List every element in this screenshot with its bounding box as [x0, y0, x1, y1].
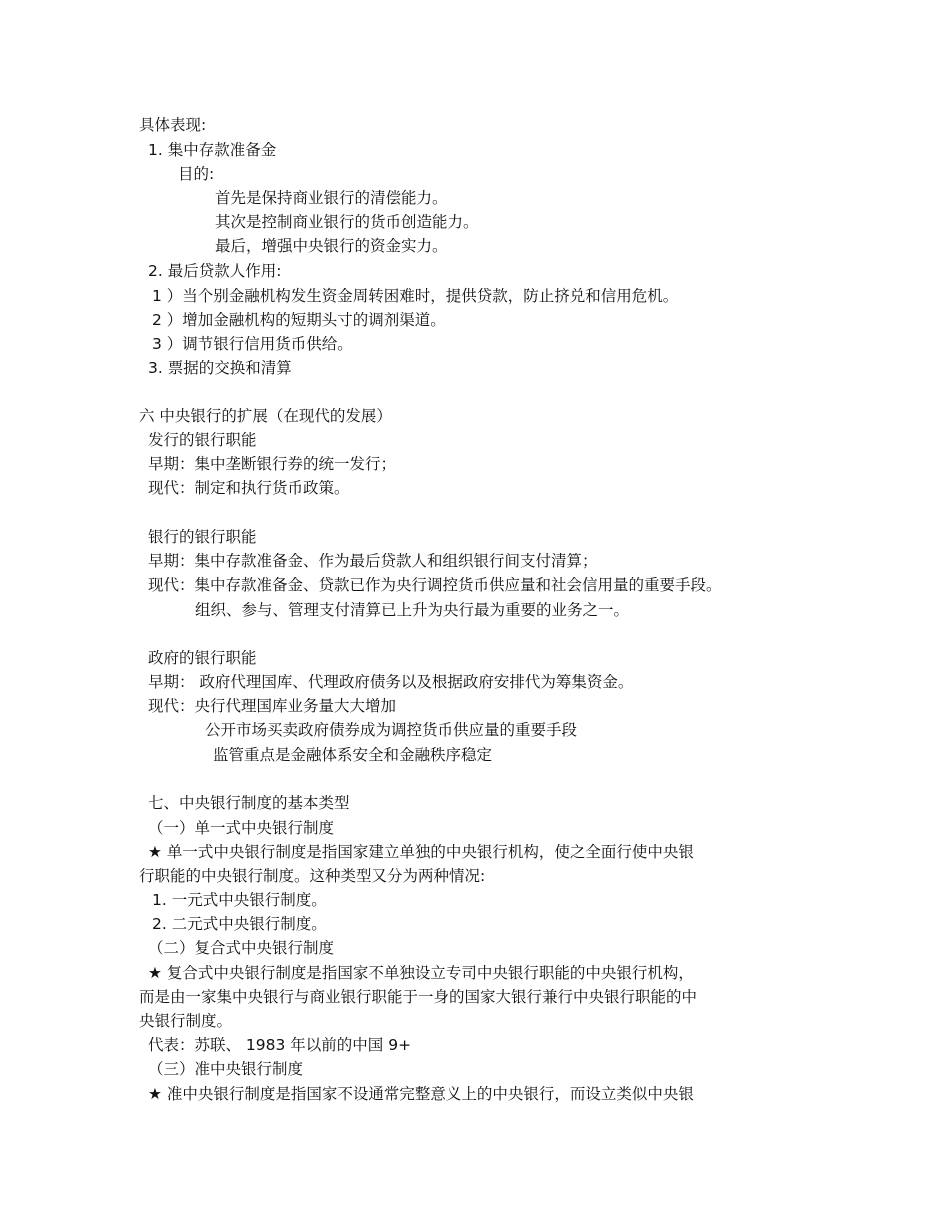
section-six-heading: 六 中央银行的扩展（在现代的发展） [139, 407, 392, 425]
lender-point: 3 ）调节银行信用货币供给。 [152, 335, 353, 353]
type-single-desc: ★ 单一式中央银行制度是指国家建立单独的中央银行机构，使之全面行使中央银 [148, 843, 694, 861]
bankers-bank-modern-cont: 组织、参与、管理支付清算已上升为央行最为重要的业务之一。 [195, 601, 630, 619]
section-heading-manifestations: 具体表现: [139, 116, 207, 134]
lender-point: 1 ）当个别金融机构发生资金周转困难时，提供贷款，防止挤兑和信用危机。 [152, 287, 679, 305]
type-quasi-desc: ★ 准中央银行制度是指国家不设通常完整意义上的中央银行，而设立类似中央银 [148, 1085, 694, 1103]
type-composite-desc: 而是由一家集中央银行与商业银行职能于一身的国家大银行兼行中央银行职能的中 [139, 988, 698, 1006]
purpose-line: 其次是控制商业银行的货币创造能力。 [215, 213, 479, 231]
type-single-desc: 行职能的中央银行制度。这种类型又分为两种情况: [139, 867, 486, 885]
purpose-line: 最后，增强中央银行的资金实力。 [215, 237, 448, 255]
type-single-sub: 1. 一元式中央银行制度。 [152, 891, 327, 909]
item-clearing-title: 3. 票据的交换和清算 [148, 359, 292, 377]
government-bank-early: 早期： 政府代理国库、代理政府债务以及根据政府安排代为筹集资金。 [148, 673, 634, 691]
issuing-early: 早期：集中垄断银行券的统一发行； [148, 455, 397, 473]
government-bank-modern-cont: 公开市场买卖政府债券成为调控货币供应量的重要手段 [205, 721, 578, 739]
item-reserve-title: 1. 集中存款准备金 [148, 141, 277, 159]
type-single-sub: 2. 二元式中央银行制度。 [152, 915, 327, 933]
bankers-bank-modern: 现代：集中存款准备金、贷款已作为央行调控货币供应量和社会信用量的重要手段。 [148, 576, 722, 594]
bankers-bank-early: 早期：集中存款准备金、作为最后贷款人和组织银行间支付清算； [148, 552, 598, 570]
bankers-bank-title: 银行的银行职能 [148, 528, 257, 546]
government-bank-modern-cont: 监管重点是金融体系安全和金融秩序稳定 [213, 746, 493, 764]
type-composite-desc: ★ 复合式中央银行制度是指国家不单独设立专司中央银行职能的中央银行机构， [148, 964, 694, 982]
type-composite-desc: 央银行制度。 [139, 1012, 233, 1030]
purpose-line: 首先是保持商业银行的清偿能力。 [215, 189, 448, 207]
type-composite-examples: 代表：苏联、 1983 年以前的中国 9+ [148, 1036, 412, 1054]
type-composite-title: （二）复合式中央银行制度 [148, 939, 335, 957]
section-seven-heading: 七、中央银行制度的基本类型 [148, 794, 350, 812]
government-bank-modern: 现代：央行代理国库业务量大大增加 [148, 697, 397, 715]
issuing-modern: 现代：制定和执行货币政策。 [148, 479, 350, 497]
item-lender-title: 2. 最后贷款人作用: [148, 262, 282, 280]
lender-point: 2 ）增加金融机构的短期头寸的调剂渠道。 [152, 311, 446, 329]
purpose-label: 目的: [178, 165, 215, 183]
government-bank-title: 政府的银行职能 [148, 649, 257, 667]
type-single-title: （一）单一式中央银行制度 [148, 819, 335, 837]
issuing-bank-title: 发行的银行职能 [148, 431, 257, 449]
type-quasi-title: （三）准中央银行制度 [148, 1060, 304, 1078]
